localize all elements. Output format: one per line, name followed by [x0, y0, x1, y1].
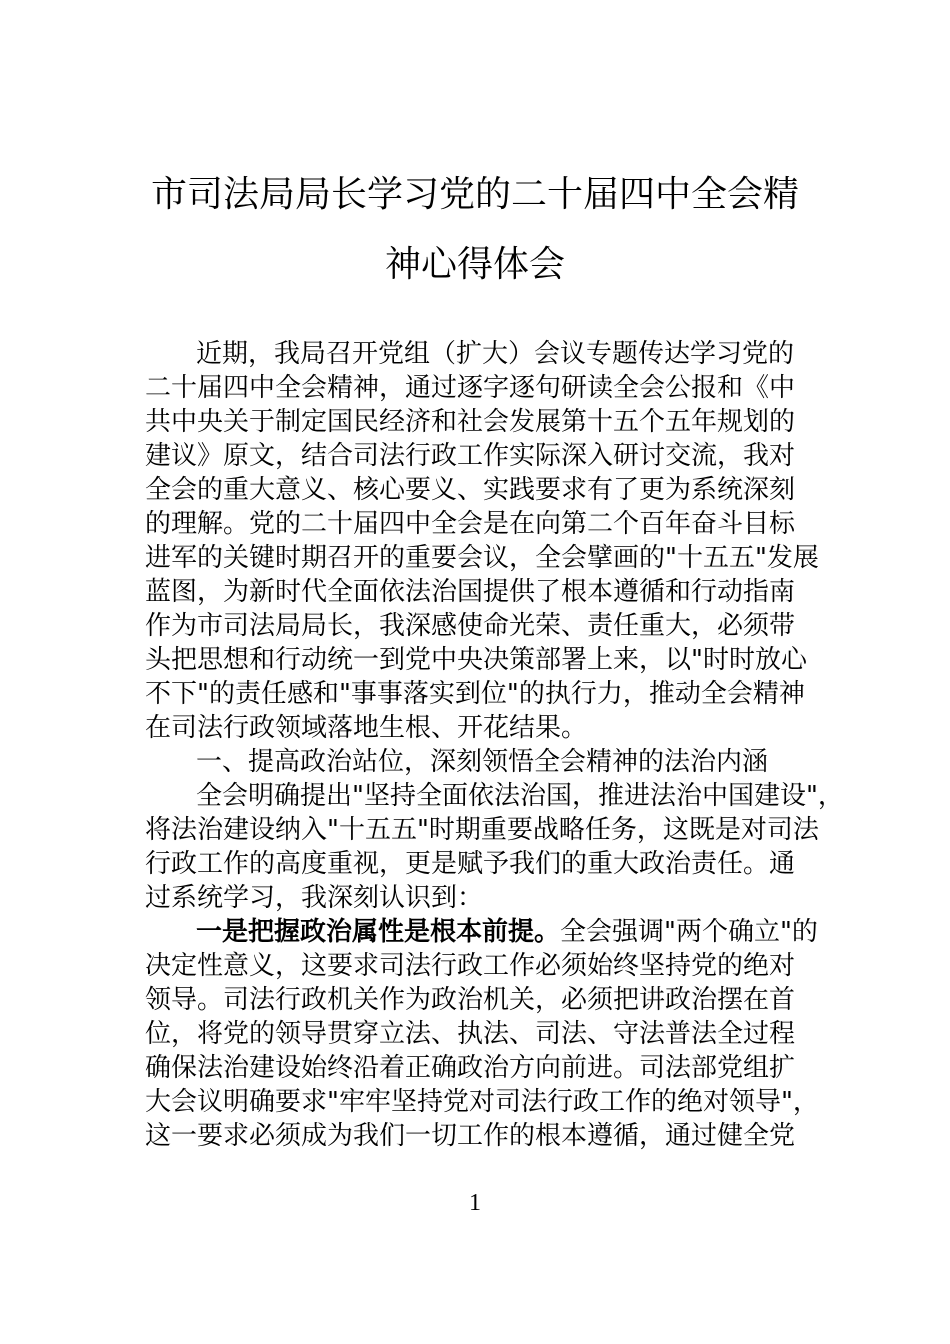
body-line: 过系统学习，我深刻认识到： [145, 883, 484, 913]
body-line: 进军的关键时期召开的重要会议，全会擘画的"十五五"发展 [145, 543, 819, 573]
body-line: 的理解。党的二十届四中全会是在向第二个百年奋斗目标 [145, 509, 796, 539]
document-title-line-1: 市司法局局长学习党的二十届四中全会精 [150, 174, 799, 215]
body-line: 领导。司法行政机关作为政治机关，必须把讲政治摆在首 [145, 985, 796, 1015]
body-line: 近期，我局召开党组（扩大）会议专题传达学习党的 [196, 339, 795, 369]
body-line: 共中央关于制定国民经济和社会发展第十五个五年规划的 [145, 407, 796, 437]
body-line: 二十届四中全会精神，通过逐字逐句研读全会公报和《中 [145, 373, 796, 403]
bold-lead: 一是把握政治属性是根本前提。 [196, 917, 561, 947]
body-line: 不下"的责任感和"事事落实到位"的执行力，推动全会精神 [145, 679, 805, 709]
body-line: 确保法治建设始终沿着正确政治方向前进。司法部党组扩 [145, 1053, 796, 1083]
body-line-with-bold-lead [196, 916, 817, 948]
body-line: 蓝图，为新时代全面依法治国提供了根本遵循和行动指南 [145, 577, 796, 607]
body-line: 在司法行政领域落地生根、开花结果。 [145, 713, 588, 743]
body-line: 作为市司法局局长，我深感使命光荣、责任重大，必须带 [145, 611, 796, 641]
body-line: 将法治建设纳入"十五五"时期重要战略任务，这既是对司法 [145, 815, 819, 845]
body-line: 全会明确提出"坚持全面依法治国，推进法治中国建设"， [196, 781, 844, 811]
page-number: 1 [469, 1190, 481, 1216]
body-line: 头把思想和行动统一到党中央决策部署上来，以"时时放心 [145, 645, 807, 675]
body-line: 这一要求必须成为我们一切工作的根本遵循，通过健全党 [145, 1121, 796, 1151]
document-title-line-2: 神心得体会 [384, 244, 565, 285]
body-line: 行政工作的高度重视，更是赋予我们的重大政治责任。通 [145, 849, 796, 879]
body-line: 位，将党的领导贯穿立法、执法、司法、守法普法全过程 [145, 1019, 796, 1049]
body-line: 全会的重大意义、核心要义、实践要求有了更为系统深刻 [145, 475, 796, 505]
body-line: 决定性意义，这要求司法行政工作必须始终坚持党的绝对 [145, 951, 796, 981]
body-line: 大会议明确要求"牢牢坚持党对司法行政工作的绝对领导"， [145, 1087, 819, 1117]
section-heading: 一、提高政治站位，深刻领悟全会精神的法治内涵 [196, 747, 769, 777]
body-line: 建议》原文，结合司法行政工作实际深入研讨交流，我对 [145, 441, 796, 471]
body-line-text: 全会强调"两个确立"的 [560, 917, 818, 947]
